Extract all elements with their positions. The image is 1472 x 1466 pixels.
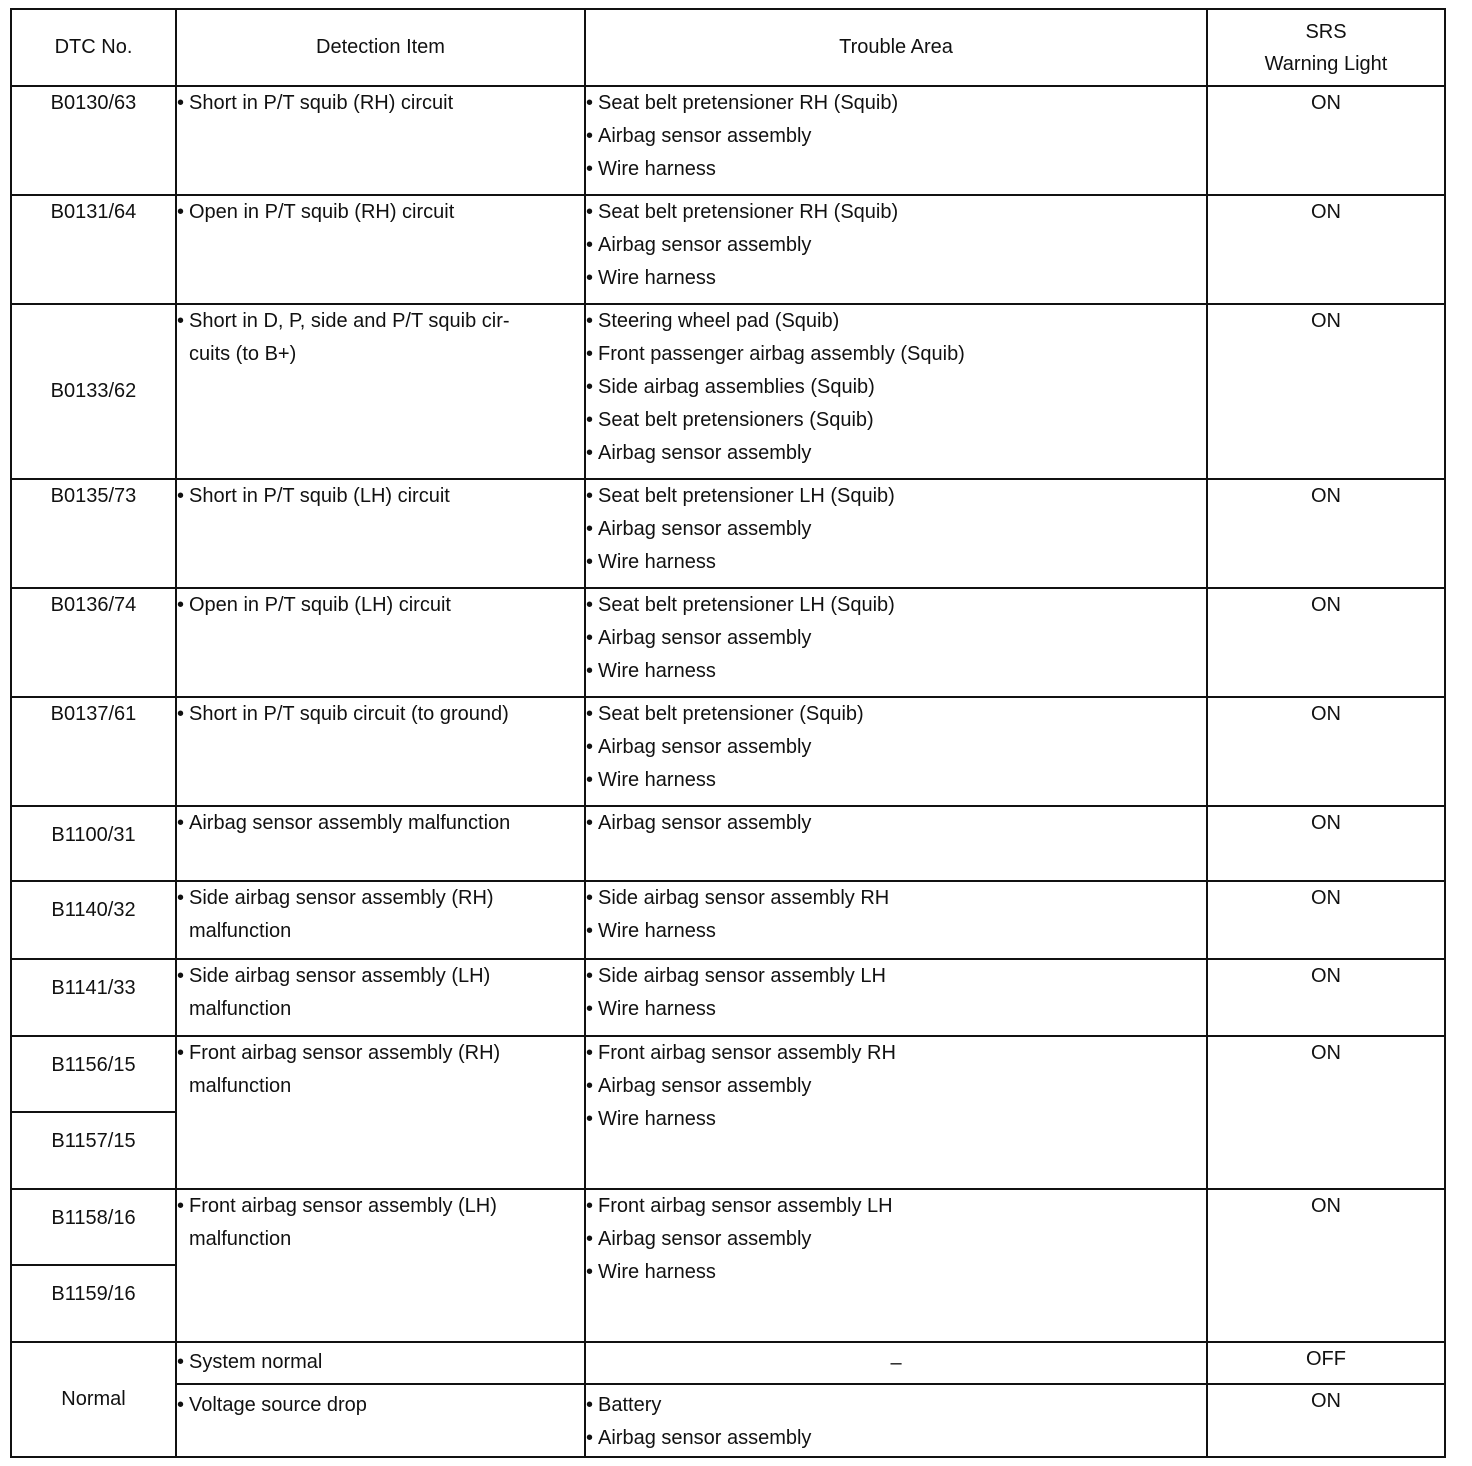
trouble-area-item: • Front passenger airbag assembly (Squib) — [586, 338, 1206, 371]
trouble-area-item: • Wire harness — [586, 262, 1206, 295]
header-srs-line2: Warning Light — [1264, 52, 1388, 75]
detection-text-line: Side airbag sensor assembly (RH) — [189, 887, 494, 909]
srs-warning-light-state: ON — [1207, 1384, 1445, 1457]
header-trouble-area: Trouble Area — [585, 9, 1207, 86]
table-row — [11, 1189, 1445, 1265]
trouble-area-item: • Seat belt pretensioner LH (Squib) — [586, 480, 1206, 513]
detection-text — [177, 882, 584, 948]
table-row — [11, 1384, 1445, 1457]
detection-text: • Short in P/T squib (RH) circuit — [177, 87, 584, 120]
trouble-area-item: • Wire harness — [586, 153, 1206, 186]
table-row — [11, 86, 1445, 195]
srs-warning-light-state: ON — [1207, 881, 1445, 959]
trouble-area — [585, 1384, 1207, 1457]
detection-text-line: cuits (to B+) — [189, 343, 297, 365]
trouble-area-item: • Airbag sensor assembly — [586, 1223, 1206, 1256]
trouble-area-item: • Airbag sensor assembly — [586, 437, 1206, 470]
detection-text: • Open in P/T squib (RH) circuit — [177, 196, 584, 229]
table-row — [11, 195, 1445, 304]
dtc-code: B0130/63 — [11, 86, 176, 195]
detection-text — [177, 1037, 584, 1103]
detection-text: • System normal — [177, 1346, 584, 1379]
dtc-code: B1159/16 — [11, 1265, 176, 1342]
table-row — [11, 959, 1445, 1036]
detection-item — [176, 1189, 585, 1342]
detection-text: • Voltage source drop — [177, 1389, 584, 1422]
trouble-area-item: • Seat belt pretensioners (Squib) — [586, 404, 1206, 437]
dtc-code: B0137/61 — [11, 697, 176, 806]
trouble-area-item: • Seat belt pretensioner RH (Squib) — [586, 196, 1206, 229]
trouble-area — [585, 697, 1207, 806]
dtc-code: B0135/73 — [11, 479, 176, 588]
srs-warning-light-state: ON — [1207, 304, 1445, 479]
detection-text-line: malfunction — [189, 1228, 292, 1250]
detection-text: • Short in P/T squib circuit (to ground) — [177, 698, 584, 731]
header-srs-line1: SRS — [1305, 20, 1347, 43]
trouble-area-item: • Airbag sensor assembly — [586, 1070, 1206, 1103]
detection-text: • Short in P/T squib (LH) circuit — [177, 480, 584, 513]
trouble-area-item: • Steering wheel pad (Squib) — [586, 305, 1206, 338]
srs-warning-light-state: ON — [1207, 959, 1445, 1036]
detection-item — [176, 1384, 585, 1457]
trouble-area-item: • Front airbag sensor assembly RH — [586, 1037, 1206, 1070]
trouble-area-item: • Seat belt pretensioner LH (Squib) — [586, 589, 1206, 622]
detection-item — [176, 806, 585, 881]
detection-item — [176, 959, 585, 1036]
trouble-area — [585, 959, 1207, 1036]
trouble-area-item: • Seat belt pretensioner (Squib) — [586, 698, 1206, 731]
dtc-code: B1157/15 — [11, 1112, 176, 1189]
dtc-code: Normal — [11, 1342, 176, 1457]
trouble-area-item: • Front airbag sensor assembly LH — [586, 1190, 1206, 1223]
table-row — [11, 588, 1445, 697]
dtc-code: B1141/33 — [11, 959, 176, 1036]
dtc-code: B1156/15 — [11, 1036, 176, 1112]
detection-text-line: Side airbag sensor assembly (LH) — [189, 965, 491, 987]
dtc-code: B0136/74 — [11, 588, 176, 697]
trouble-area — [585, 304, 1207, 479]
trouble-area: – — [585, 1342, 1207, 1384]
table-row — [11, 479, 1445, 588]
trouble-area-item: • Airbag sensor assembly — [586, 1422, 1206, 1455]
table-row — [11, 697, 1445, 806]
header-dtc-no: DTC No. — [11, 9, 176, 86]
trouble-area-item: • Seat belt pretensioner RH (Squib) — [586, 87, 1206, 120]
detection-text — [177, 305, 584, 371]
trouble-area-item: • Side airbag sensor assembly RH — [586, 882, 1206, 915]
header-detection-item: Detection Item — [176, 9, 585, 86]
dtc-code: B1100/31 — [11, 806, 176, 881]
trouble-area — [585, 806, 1207, 881]
detection-text: • Open in P/T squib (LH) circuit — [177, 589, 584, 622]
detection-item — [176, 304, 585, 479]
trouble-area — [585, 195, 1207, 304]
srs-warning-light-state: ON — [1207, 697, 1445, 806]
srs-warning-light-state: ON — [1207, 479, 1445, 588]
srs-warning-light-state: ON — [1207, 1036, 1445, 1189]
trouble-area-item: • Airbag sensor assembly — [586, 622, 1206, 655]
trouble-area-item: • Side airbag sensor assembly LH — [586, 960, 1206, 993]
trouble-area-item: • Airbag sensor assembly — [586, 120, 1206, 153]
trouble-area-item: • Wire harness — [586, 546, 1206, 579]
dtc-code: B1140/32 — [11, 881, 176, 959]
detection-text-line: malfunction — [189, 998, 292, 1020]
srs-warning-light-state: OFF — [1207, 1342, 1445, 1384]
srs-warning-light-state: ON — [1207, 86, 1445, 195]
trouble-area — [585, 588, 1207, 697]
detection-text-line: Front airbag sensor assembly (RH) — [189, 1042, 501, 1064]
detection-text — [177, 1190, 584, 1256]
table-row — [11, 1342, 1445, 1384]
detection-item — [176, 1342, 585, 1384]
srs-warning-light-state: ON — [1207, 806, 1445, 881]
trouble-area-item: • Airbag sensor assembly — [586, 731, 1206, 764]
trouble-area — [585, 86, 1207, 195]
detection-item — [176, 479, 585, 588]
table-row — [11, 304, 1445, 479]
dtc-code: B1158/16 — [11, 1189, 176, 1265]
detection-text: • Airbag sensor assembly malfunction — [177, 807, 584, 840]
detection-item — [176, 881, 585, 959]
table-row — [11, 881, 1445, 959]
detection-text-line: malfunction — [189, 1075, 292, 1097]
detection-text-line: Short in D, P, side and P/T squib cir- — [189, 310, 510, 332]
detection-item — [176, 588, 585, 697]
srs-warning-light-state: ON — [1207, 195, 1445, 304]
trouble-area — [585, 1189, 1207, 1342]
detection-text — [177, 960, 584, 1026]
trouble-area-item: • Wire harness — [586, 764, 1206, 797]
trouble-area-item: • Side airbag assemblies (Squib) — [586, 371, 1206, 404]
trouble-area-item: • Wire harness — [586, 655, 1206, 688]
trouble-area-item: • Wire harness — [586, 1256, 1206, 1289]
header-row — [11, 9, 1445, 86]
detection-item — [176, 1036, 585, 1189]
trouble-area-item: • Airbag sensor assembly — [586, 513, 1206, 546]
header-srs-warning-light — [1207, 9, 1445, 86]
detection-item — [176, 697, 585, 806]
dtc-table — [10, 8, 1446, 1458]
dtc-code: B0133/62 — [11, 304, 176, 479]
table-row — [11, 806, 1445, 881]
detection-text-line: Front airbag sensor assembly (LH) — [189, 1195, 497, 1217]
srs-warning-light-state: ON — [1207, 1189, 1445, 1342]
detection-text-line: malfunction — [189, 920, 292, 942]
trouble-area-item: • Airbag sensor assembly — [586, 807, 1206, 840]
detection-item — [176, 86, 585, 195]
trouble-area-item: • Wire harness — [586, 993, 1206, 1026]
trouble-area-item: • Wire harness — [586, 915, 1206, 948]
trouble-area-item: • Airbag sensor assembly — [586, 229, 1206, 262]
detection-item — [176, 195, 585, 304]
srs-warning-light-state: ON — [1207, 588, 1445, 697]
dtc-code: B0131/64 — [11, 195, 176, 304]
trouble-area — [585, 1036, 1207, 1189]
trouble-area-item: • Battery — [586, 1389, 1206, 1422]
trouble-area — [585, 881, 1207, 959]
trouble-area — [585, 479, 1207, 588]
table-row — [11, 1036, 1445, 1112]
trouble-area-item: • Wire harness — [586, 1103, 1206, 1136]
